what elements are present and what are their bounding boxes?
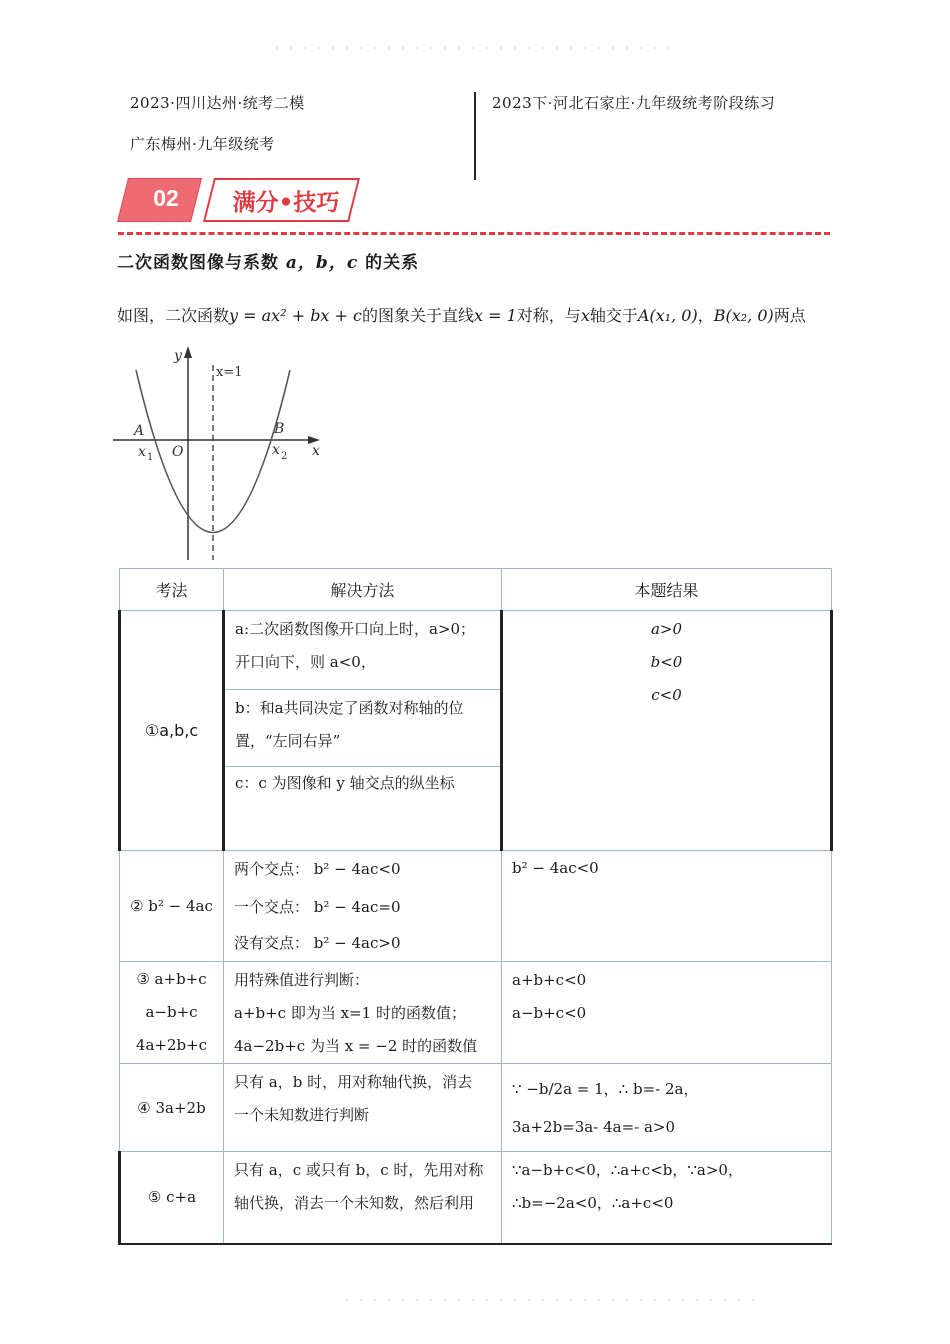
result-line: ∴b=−2a<0，∴a+c<0 — [512, 1194, 674, 1212]
intro-equation: y = ax² + bx + c — [229, 306, 362, 325]
intro-text-5: 两点 — [773, 306, 806, 325]
intro-axis-eq: x = 1 — [474, 306, 517, 325]
result-line: 3a+2b=3a- 4a=- a>0 — [512, 1118, 676, 1136]
result-line: a>0 — [650, 620, 683, 638]
heading-prefix: 二次函数图像与系数 — [117, 253, 279, 273]
row4-methods — [224, 1064, 502, 1152]
row4-results — [502, 1064, 832, 1152]
row1-method-a — [225, 611, 500, 690]
row3-results — [502, 962, 832, 1064]
x2-label: x — [272, 442, 280, 458]
method-line: 只有 a，c 或只有 b，c 时，先用对称 — [234, 1161, 484, 1179]
row2-methods — [224, 851, 502, 962]
x-axis-label: x — [312, 443, 320, 459]
header-method: 解决方法 — [224, 569, 502, 611]
table-row — [120, 611, 832, 851]
method-line: 一个未知数进行判断 — [234, 1106, 370, 1124]
row2-topic: ② b² − 4ac — [120, 851, 224, 962]
result-line: c<0 — [651, 686, 682, 704]
method-line: b：和a共同决定了函数对称轴的位 — [235, 699, 464, 717]
header-result: 本题结果 — [502, 569, 832, 611]
table-row — [120, 1152, 832, 1244]
header-topic: 考法 — [120, 569, 224, 611]
topic-line: 4a+2b+c — [135, 1036, 208, 1054]
intro-text-3: 对称，与 — [516, 306, 581, 325]
method-line: a+b+c 即为当 x=1 时的函数值； — [234, 1004, 466, 1022]
table-row — [120, 851, 832, 962]
method-line: 两个交点： b² − 4ac<0 — [234, 860, 401, 878]
origin-label: O — [172, 444, 184, 460]
intro-text-2: 的图象关于直线 — [362, 306, 475, 325]
topic-line: ③ a+b+c — [136, 970, 207, 988]
x1-subscript: 1 — [147, 452, 154, 463]
banner-title: 满分•技巧 — [232, 190, 340, 216]
intro-text-4: 轴交于 — [589, 306, 638, 325]
banner-number: 02 — [153, 185, 179, 211]
bottom-decoration — [340, 1298, 760, 1302]
table-row — [120, 962, 832, 1064]
row1-method-c — [225, 767, 500, 800]
top-decoration — [270, 46, 670, 50]
method-line: 轴代换，消去一个未知数，然后利用 — [234, 1194, 475, 1212]
parabola-graph — [108, 340, 328, 565]
point-a-label: A — [134, 423, 145, 439]
result-line: b<0 — [650, 653, 683, 671]
row4-topic: ④ 3a+2b — [120, 1064, 224, 1152]
row1-topic: ①a,b,c — [120, 611, 224, 851]
row1-results — [502, 611, 832, 851]
result-line: a+b+c<0 — [512, 971, 587, 989]
row5-methods — [224, 1152, 502, 1244]
intro-paragraph — [117, 303, 806, 326]
heading-vars: a，b，c — [285, 253, 359, 273]
result-line: b² − 4ac<0 — [512, 859, 599, 877]
topic-line: a−b+c — [145, 1003, 198, 1021]
method-line: 置，“左同右异” — [235, 732, 341, 750]
intro-point-a: A(x₁, 0) — [637, 306, 698, 325]
y-axis-arrow — [184, 346, 192, 358]
result-line: ∵a−b+c<0，∴a+c<b，∵a>0， — [512, 1161, 743, 1179]
symmetry-axis-label: x=1 — [216, 365, 243, 380]
method-line: 没有交点： b² − 4ac>0 — [234, 934, 401, 952]
row5-results — [502, 1152, 832, 1244]
result-line: ∵ −b/2a = 1，∴ b=- 2a， — [512, 1080, 699, 1098]
point-b-label: B — [274, 421, 285, 437]
table-header-row — [120, 569, 832, 611]
intro-x-var: x — [580, 306, 590, 325]
intro-separator: ， — [697, 306, 714, 325]
method-line: 一个交点： b² − 4ac=0 — [234, 898, 401, 916]
column-divider — [474, 92, 476, 180]
row3-methods — [224, 962, 502, 1064]
row1-methods — [224, 611, 502, 851]
method-line: 开口向下，则 a<0， — [235, 653, 376, 671]
row3-topic — [120, 962, 224, 1064]
heading-suffix: 的关系 — [365, 253, 420, 273]
method-line: a:二次函数图像开口向上时，a>0； — [235, 620, 476, 638]
method-line: 4a−2b+c 为当 x = −2 时的函数值 — [234, 1037, 478, 1055]
intro-text-1: 如图，二次函数 — [117, 306, 230, 325]
row1-method-b — [225, 690, 500, 767]
methods-table — [118, 568, 833, 1245]
method-line: 用特殊值进行判断： — [234, 971, 370, 989]
table-row — [120, 1064, 832, 1152]
source-label-1: 2023·四川达州·统考二模 — [130, 94, 305, 112]
x2-subscript: 2 — [281, 451, 288, 462]
banner-divider — [118, 232, 830, 235]
method-line: 只有 a，b 时，用对称轴代换，消去 — [234, 1073, 473, 1091]
x1-label: x — [138, 444, 146, 460]
method-line: c：c 为图像和 y 轴交点的纵坐标 — [235, 774, 455, 792]
section-heading — [117, 248, 419, 273]
row5-topic: ⑤ c+a — [120, 1152, 224, 1244]
result-line: a−b+c<0 — [512, 1004, 587, 1022]
source-label-3: 2023下·河北石家庄·九年级统考阶段练习 — [492, 94, 776, 112]
intro-point-b: B(x₂, 0) — [713, 306, 774, 325]
source-label-2: 广东梅州·九年级统考 — [130, 135, 275, 153]
y-axis-label: y — [174, 348, 182, 364]
row2-results — [502, 851, 832, 962]
